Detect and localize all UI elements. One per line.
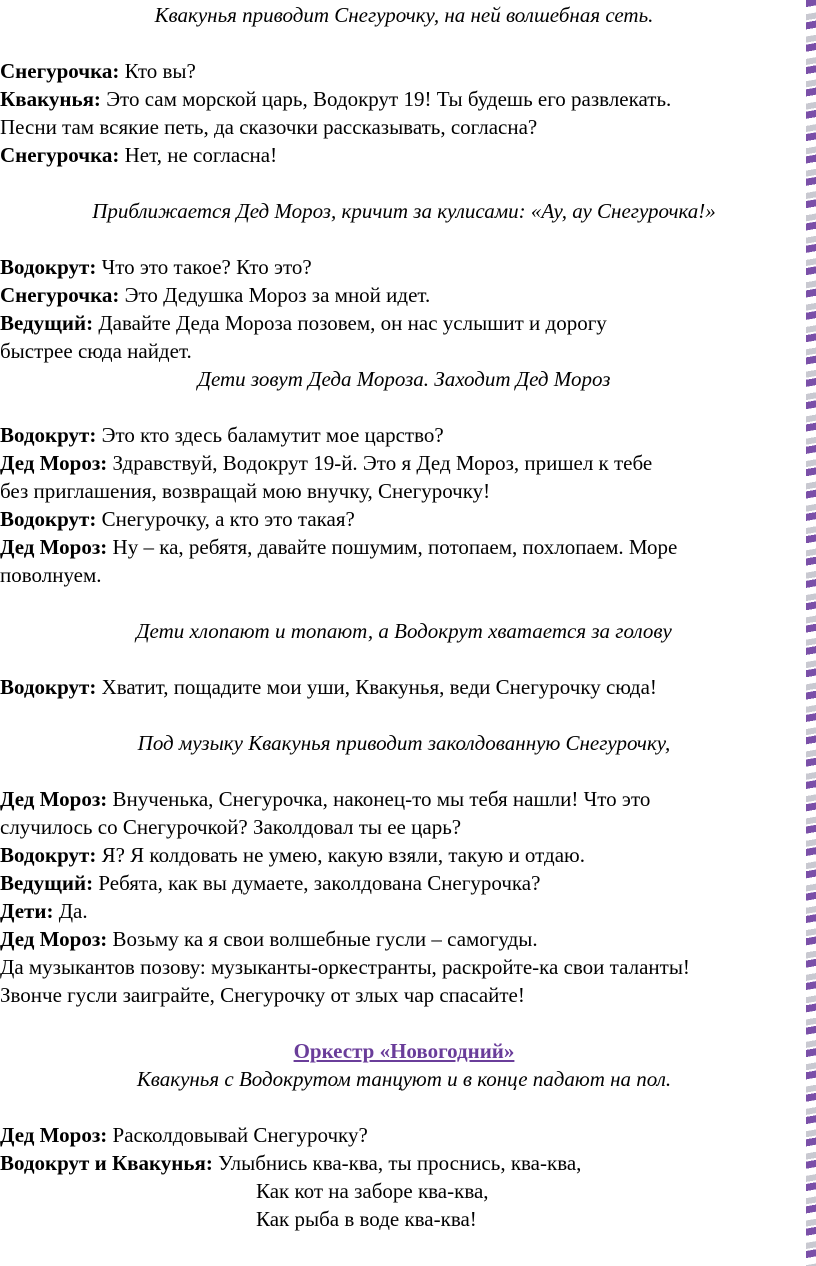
dialogue-line [0,898,88,925]
speaker-name: Дед Мороз: [0,927,108,951]
dialogue-continuation: Да музыкантов позову: музыканты-оркестранты, раскройте-ка свои таланты! [0,955,690,979]
speaker-name: Водокрут: [0,255,97,279]
orchestra-heading-text: Оркестр «Новогодний» [293,1039,515,1063]
speaker-name: Дед Мороз: [0,535,108,559]
orchestra-heading [0,1038,808,1065]
stage-direction: Дети зовут Деда Мороза. Заходит Дед Мороз [197,367,611,391]
dialogue-continuation: быстрее сюда найдет. [0,339,192,363]
speaker-name: Дети: [0,899,54,923]
dialogue-text: Хватит, пощадите мои уши, Квакунья, веди Снегурочку сюда! [96,675,657,699]
speaker-name: Водокрут: [0,507,97,531]
dialogue-line [0,870,540,897]
speaker-name: Ведущий: [0,871,94,895]
speaker-name: Снегурочка: [0,143,120,167]
dialogue-line [0,926,538,953]
dialogue-line [0,254,312,281]
speaker-name: Дед Мороз: [0,1123,108,1147]
dialogue-line [0,674,657,701]
dialogue-text: Что это такое? Кто это? [96,255,312,279]
speaker-name: Снегурочка: [0,283,120,307]
stage-direction: Квакунья с Водокрутом танцуют и в конце падают на пол. [136,1067,672,1091]
speaker-name: Квакунья: [0,87,101,111]
speaker-name: Снегурочка: [0,59,120,83]
dialogue-text: Я? Я колдовать не умею, какую взяли, такую и отдаю. [96,843,585,867]
dialogue-text: Расколдовывай Снегурочку? [107,1123,368,1147]
dialogue-text: Это Дедушка Мороз за мной идет. [119,283,431,307]
dialogue-text: Внученька, Снегурочка, наконец-то мы тебя нашли! Что это [107,787,651,811]
speaker-name: Водокрут: [0,423,97,447]
dialogue-text: Это сам морской царь, Водокрут 19! Ты будешь его развлекать. [100,87,672,111]
dialogue-line [0,142,277,169]
dialogue-line [0,86,671,113]
dialogue-text: Снегурочку, а кто это такая? [96,507,355,531]
speaker-name: Водокрут и Квакунья: [0,1151,213,1175]
dialogue-continuation: случилось со Снегурочкой? Заколдовал ты ее царь? [0,815,462,839]
speaker-name: Дед Мороз: [0,451,108,475]
dialogue-text: Да. [53,899,88,923]
dialogue-line [0,506,355,533]
dialogue-line [0,450,652,477]
speaker-name: Дед Мороз: [0,787,108,811]
dialogue-continuation: без приглашения, возвращай мою внучку, Снегурочку! [0,479,491,503]
dialogue-text: Здравствуй, Водокрут 19-й. Это я Дед Мороз, пришел к тебе [107,451,653,475]
dialogue-text: Это кто здесь баламутит мое царство? [96,423,444,447]
dialogue-text: Кто вы? [119,59,196,83]
dialogue-line [0,58,196,85]
dialogue-line [0,1122,368,1149]
decorative-page-border [806,0,816,1266]
dialogue-continuation: Как рыба в воде ква-ква! [256,1207,477,1231]
dialogue-line [0,786,650,813]
dialogue-line [0,282,430,309]
dialogue-line [0,1150,581,1177]
stage-direction: Квакунья приводит Снегурочку, на ней волшебная сеть. [154,3,654,27]
speaker-name: Водокрут: [0,843,97,867]
speaker-name: Водокрут: [0,675,97,699]
dialogue-line [0,534,677,561]
dialogue-text: Давайте Деда Мороза позовем, он нас услышит и дорогу [93,311,607,335]
stage-direction: Под музыку Квакунья приводит заколдованную Снегурочку, [137,731,671,755]
speaker-name: Ведущий: [0,311,94,335]
stage-direction: Приближается Дед Мороз, кричит за кулисами: «Ау, ау Снегурочка!» [92,199,716,223]
dialogue-line [0,310,607,337]
dialogue-text: Ребята, как вы думаете, заколдована Снегурочка? [93,871,541,895]
dialogue-line [0,422,444,449]
dialogue-continuation: Звонче гусли заиграйте, Снегурочку от злых чар спасайте! [0,983,525,1007]
dialogue-line [0,842,585,869]
dialogue-text: Нет, не согласна! [119,143,278,167]
stage-direction: Дети хлопают и топают, а Водокрут хватается за голову [136,619,672,643]
dialogue-continuation: Песни там всякие петь, да сказочки рассказывать, согласна? [0,115,538,139]
dialogue-text: Ну – ка, ребятя, давайте пошумим, потопаем, похлопаем. Море [107,535,678,559]
dialogue-continuation: Как кот на заборе ква-ква, [256,1179,489,1203]
dialogue-continuation: поволнуем. [0,563,102,587]
dialogue-text: Возьму ка я свои волшебные гусли – самогуды. [107,927,538,951]
dialogue-text: Улыбнись ква-ква, ты проснись, ква-ква, [212,1151,582,1175]
